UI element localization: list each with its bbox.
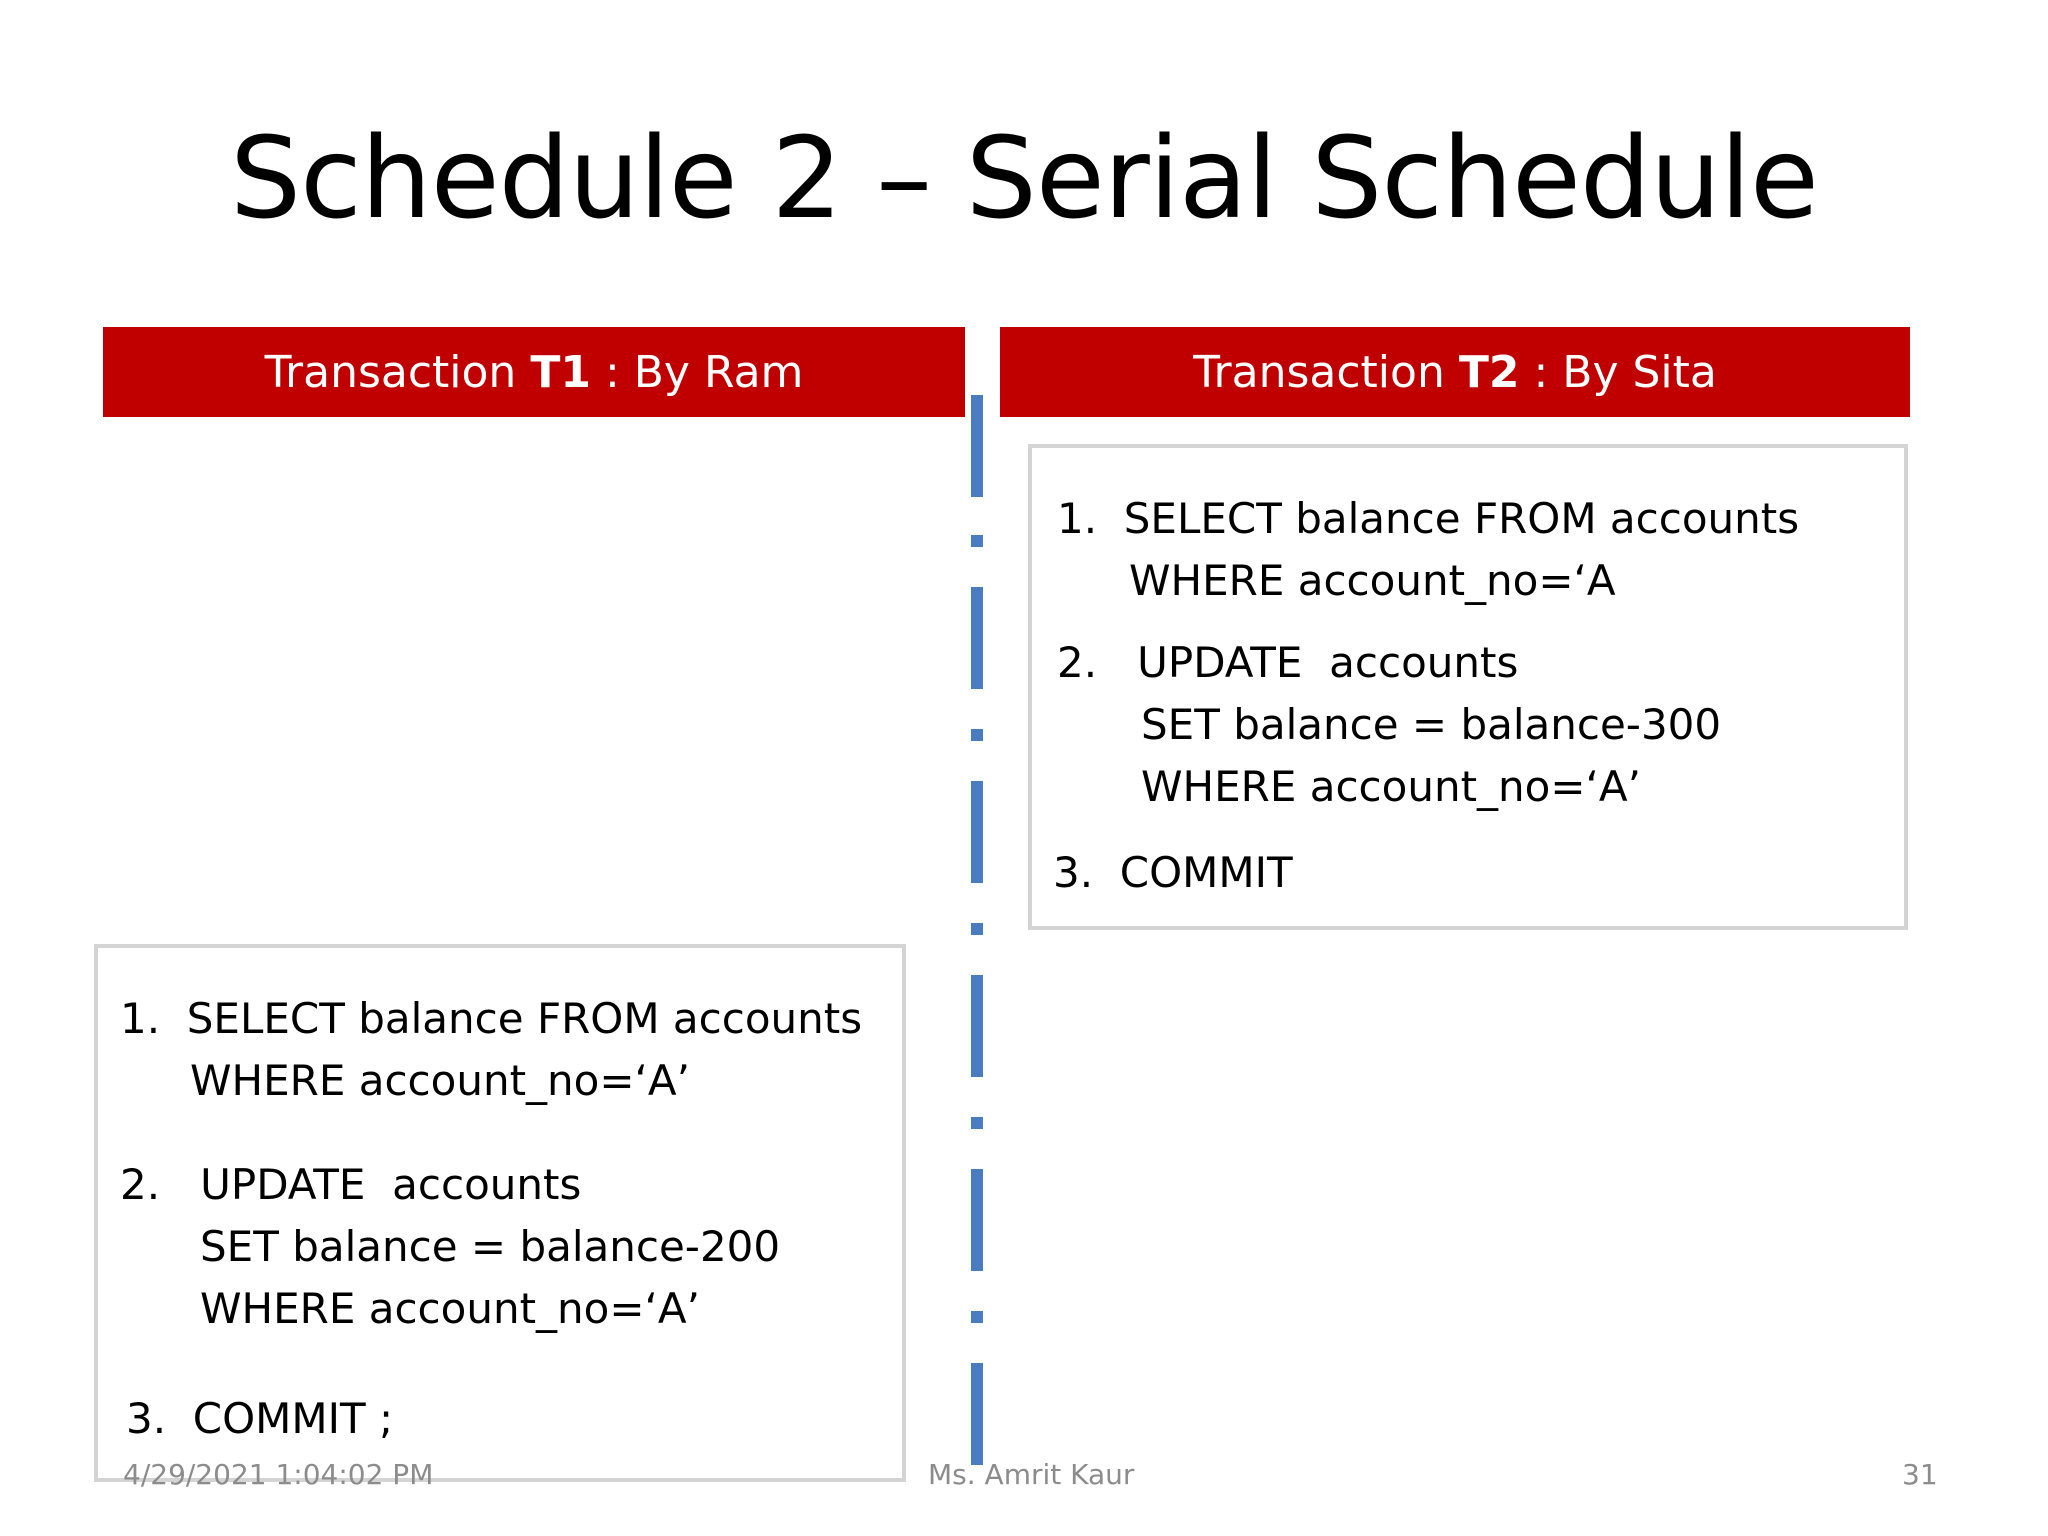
t1-step-2-where: WHERE account_no=‘A’ <box>200 1284 700 1333</box>
footer-date: 4/29/2021 1:04:02 PM <box>123 1458 434 1491</box>
divider-dot <box>971 729 983 741</box>
transaction-t1-header <box>103 327 965 417</box>
t1-step-1-where: WHERE account_no=‘A’ <box>190 1056 690 1105</box>
t1-step-2-set: SET balance = balance-200 <box>200 1222 781 1271</box>
footer-author: Ms. Amrit Kaur <box>928 1458 1135 1491</box>
divider-segment <box>971 975 983 1077</box>
t2-step-2-where: WHERE account_no=‘A’ <box>1141 762 1641 811</box>
t2-step-1-select: 1. SELECT balance FROM accounts <box>1057 494 1800 543</box>
t2-header-suffix: : By Sita <box>1519 346 1717 398</box>
divider-dot <box>971 923 983 935</box>
t2-step-2-set: SET balance = balance-300 <box>1141 700 1722 749</box>
t2-statements-box <box>1028 444 1908 930</box>
t1-header-bold: T1 <box>530 346 591 398</box>
divider-dot <box>971 535 983 547</box>
footer-page-number: 31 <box>1902 1458 1938 1491</box>
t1-step-3-commit: 3. COMMIT ; <box>126 1394 394 1443</box>
divider-segment <box>971 587 983 689</box>
divider-dot <box>971 1117 983 1129</box>
divider-segment <box>971 781 983 883</box>
t2-step-3-commit: 3. COMMIT <box>1053 848 1293 897</box>
slide-title: Schedule 2 – Serial Schedule <box>230 114 1818 244</box>
t1-step-1-select: 1. SELECT balance FROM accounts <box>120 994 863 1043</box>
t2-header-prefix: Transaction <box>1193 346 1459 398</box>
transaction-t2-header <box>1000 327 1910 417</box>
divider-segment <box>971 395 983 497</box>
divider-segment <box>971 1169 983 1271</box>
t2-header-bold: T2 <box>1458 346 1520 398</box>
t2-step-2-update: 2. UPDATE accounts <box>1057 638 1519 687</box>
t1-statements-box <box>94 944 906 1482</box>
divider-dot <box>971 1311 983 1323</box>
divider-segment <box>971 1363 983 1465</box>
t1-step-2-update: 2. UPDATE accounts <box>120 1160 582 1209</box>
t2-step-1-where: WHERE account_no=‘A <box>1129 556 1616 605</box>
t1-header-prefix: Transaction <box>264 346 531 398</box>
timeline-divider <box>971 395 983 1465</box>
t1-header-suffix: : By Ram <box>590 346 804 398</box>
